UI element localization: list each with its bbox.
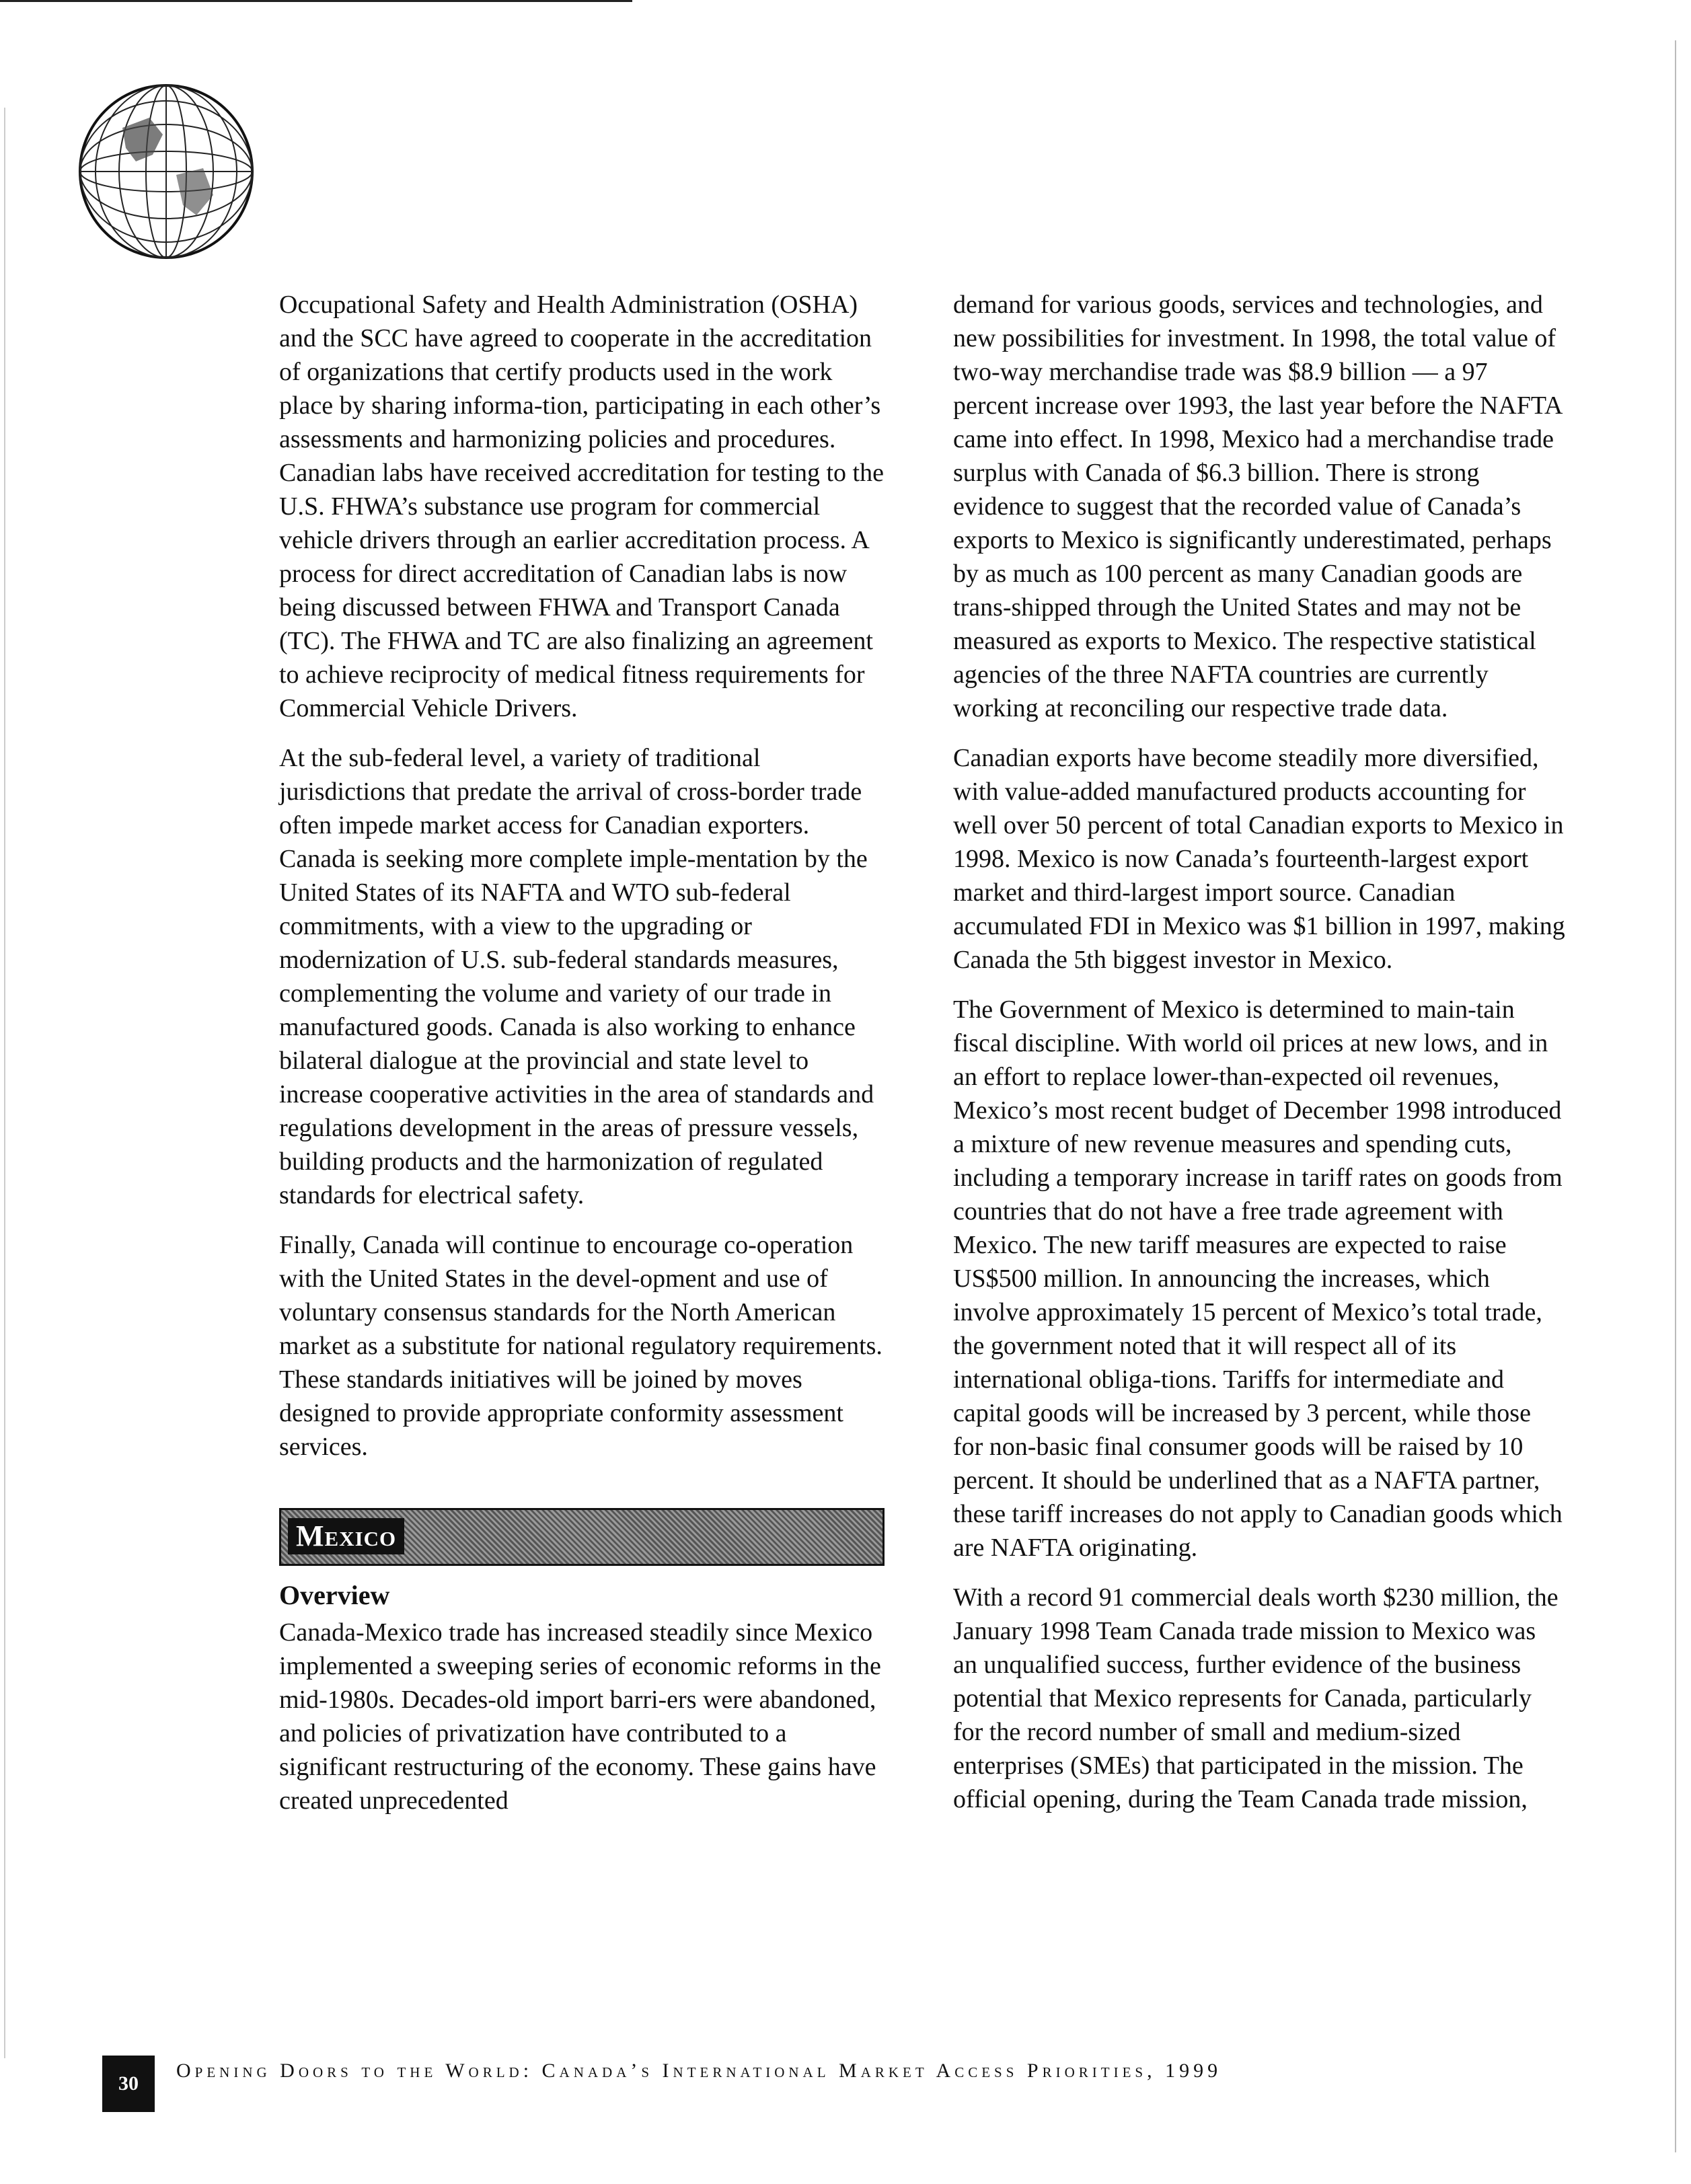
page-number: 30 <box>102 2056 155 2112</box>
paragraph: demand for various goods, services and technologies, and new possibilities for investment. In 1998, the total value of two-way merchandise trade was $8.9 billion — a 97 percent increase over 1993, the last year before the NAFTA came into effect. In 1998, Mexico had a merchandise trade surplus with Canada of $6.3 billion. There is strong evidence to suggest that the recorded value of Canada’s exports to Mexico is significantly underestimated, perhaps by as much as 100 percent as many Canadian goods are trans-shipped through the United States and may not be measured as exports to Mexico. The respective statistical agencies of the three NAFTA countries are currently working at reconciling our respective trade data. <box>953 291 1562 722</box>
scan-edge-right <box>1675 40 1676 2152</box>
section-banner <box>279 1508 885 1566</box>
top-rule <box>0 0 632 2</box>
section-banner-label: Mexico <box>288 1518 404 1554</box>
scan-edge-left <box>4 108 5 2058</box>
paragraph: Occupational Safety and Health Administration (OSHA) and the SCC have agreed to cooperate in the accreditation of organizations that certify products used in the work place by sharing informa-tion, participating in each other’s assessments and harmonizing policies and procedures. Canadian labs have received accreditation for testing to the U.S. FHWA’s substance use program for commercial vehicle drivers through an earlier accreditation process. A process for direct accreditation of Canadian labs is now being discussed between FHWA and Transport Canada (TC). The FHWA and TC are also finalizing an agreement to achieve reciprocity of medical fitness requirements for Commercial Vehicle Drivers. <box>279 291 884 722</box>
running-title: Opening Doors to the World: Canada’s International Market Access Priorities, 1999 <box>176 2060 1222 2082</box>
paragraph: With a record 91 commercial deals worth $230 million, the January 1998 Team Canada trade mission to Mexico was an unqualified success, further evidence of the business potential that Mexico represents for Canada, particularly for the record number of small and medium-sized enterprises (SMEs) that participated in the mission. The official opening, during the Team Canada trade mission, <box>953 1583 1558 1813</box>
globe-icon <box>75 81 257 262</box>
paragraph: Canada-Mexico trade has increased steadily since Mexico implemented a sweeping series of economic reforms in the mid-1980s. Decades-old import barri-ers were abandoned, and policies of privatization have contributed to a significant restructuring of the economy. These gains have created unprecedented <box>279 1618 881 1815</box>
paragraph: Finally, Canada will continue to encourage co-operation with the United States in the devel-opment and use of voluntary consensus standards for the North American market as a substitute for national regulatory requirements. These standards initiatives will be joined by moves designed to provide appropriate conformity assessment services. <box>279 1231 882 1461</box>
paragraph: The Government of Mexico is determined to main-tain fiscal discipline. With world oil prices at new lows, and in an effort to replace lower-than-expected oil revenues, Mexico’s most recent budget of December 1998 introduced a mixture of new revenue measures and spending cuts, including a temporary increase in tariff rates on goods from countries that do not have a free trade agreement with Mexico. The new tariff measures are expected to raise US$500 million. In announcing the increases, which involve approximately 15 percent of Mexico’s total trade, the government noted that it will respect all of its international obliga-tions. Tariffs for intermediate and capital goods will be increased by 3 percent, while those for non-basic final consumer goods will be raised by 10 percent. It should be underlined that as a NAFTA partner, these tariff increases do not apply to Canadian goods which are NAFTA originating. <box>953 995 1563 1562</box>
right-column <box>953 288 1565 1832</box>
paragraph: Canadian exports have become steadily more diversified, with value-added manufactured products accounting for well over 50 percent of total Canadian exports to Mexico in 1998. Mexico is now Canada’s fourteenth-largest export market and third-largest import source. Canadian accumulated FDI in Mexico was $1 billion in 1997, making Canada the 5th biggest investor in Mexico. <box>953 744 1565 974</box>
paragraph: At the sub-federal level, a variety of traditional jurisdictions that predate the arrival of cross-border trade often impede market access for Canadian exporters. Canada is seeking more complete imple-mentation by the United States of its NAFTA and WTO sub-federal commitments, with a view to the upgrading or modernization of U.S. sub-federal standards measures, complementing the volume and variety of our trade in manufactured goods. Canada is also working to enhance bilateral dialogue at the provincial and state level to increase cooperative activities in the area of standards and regulations development in the areas of pressure vessels, building products and the harmonization of regulated standards for electrical safety. <box>279 744 874 1209</box>
subheading: Overview <box>279 1580 390 1610</box>
left-column <box>279 288 891 1834</box>
